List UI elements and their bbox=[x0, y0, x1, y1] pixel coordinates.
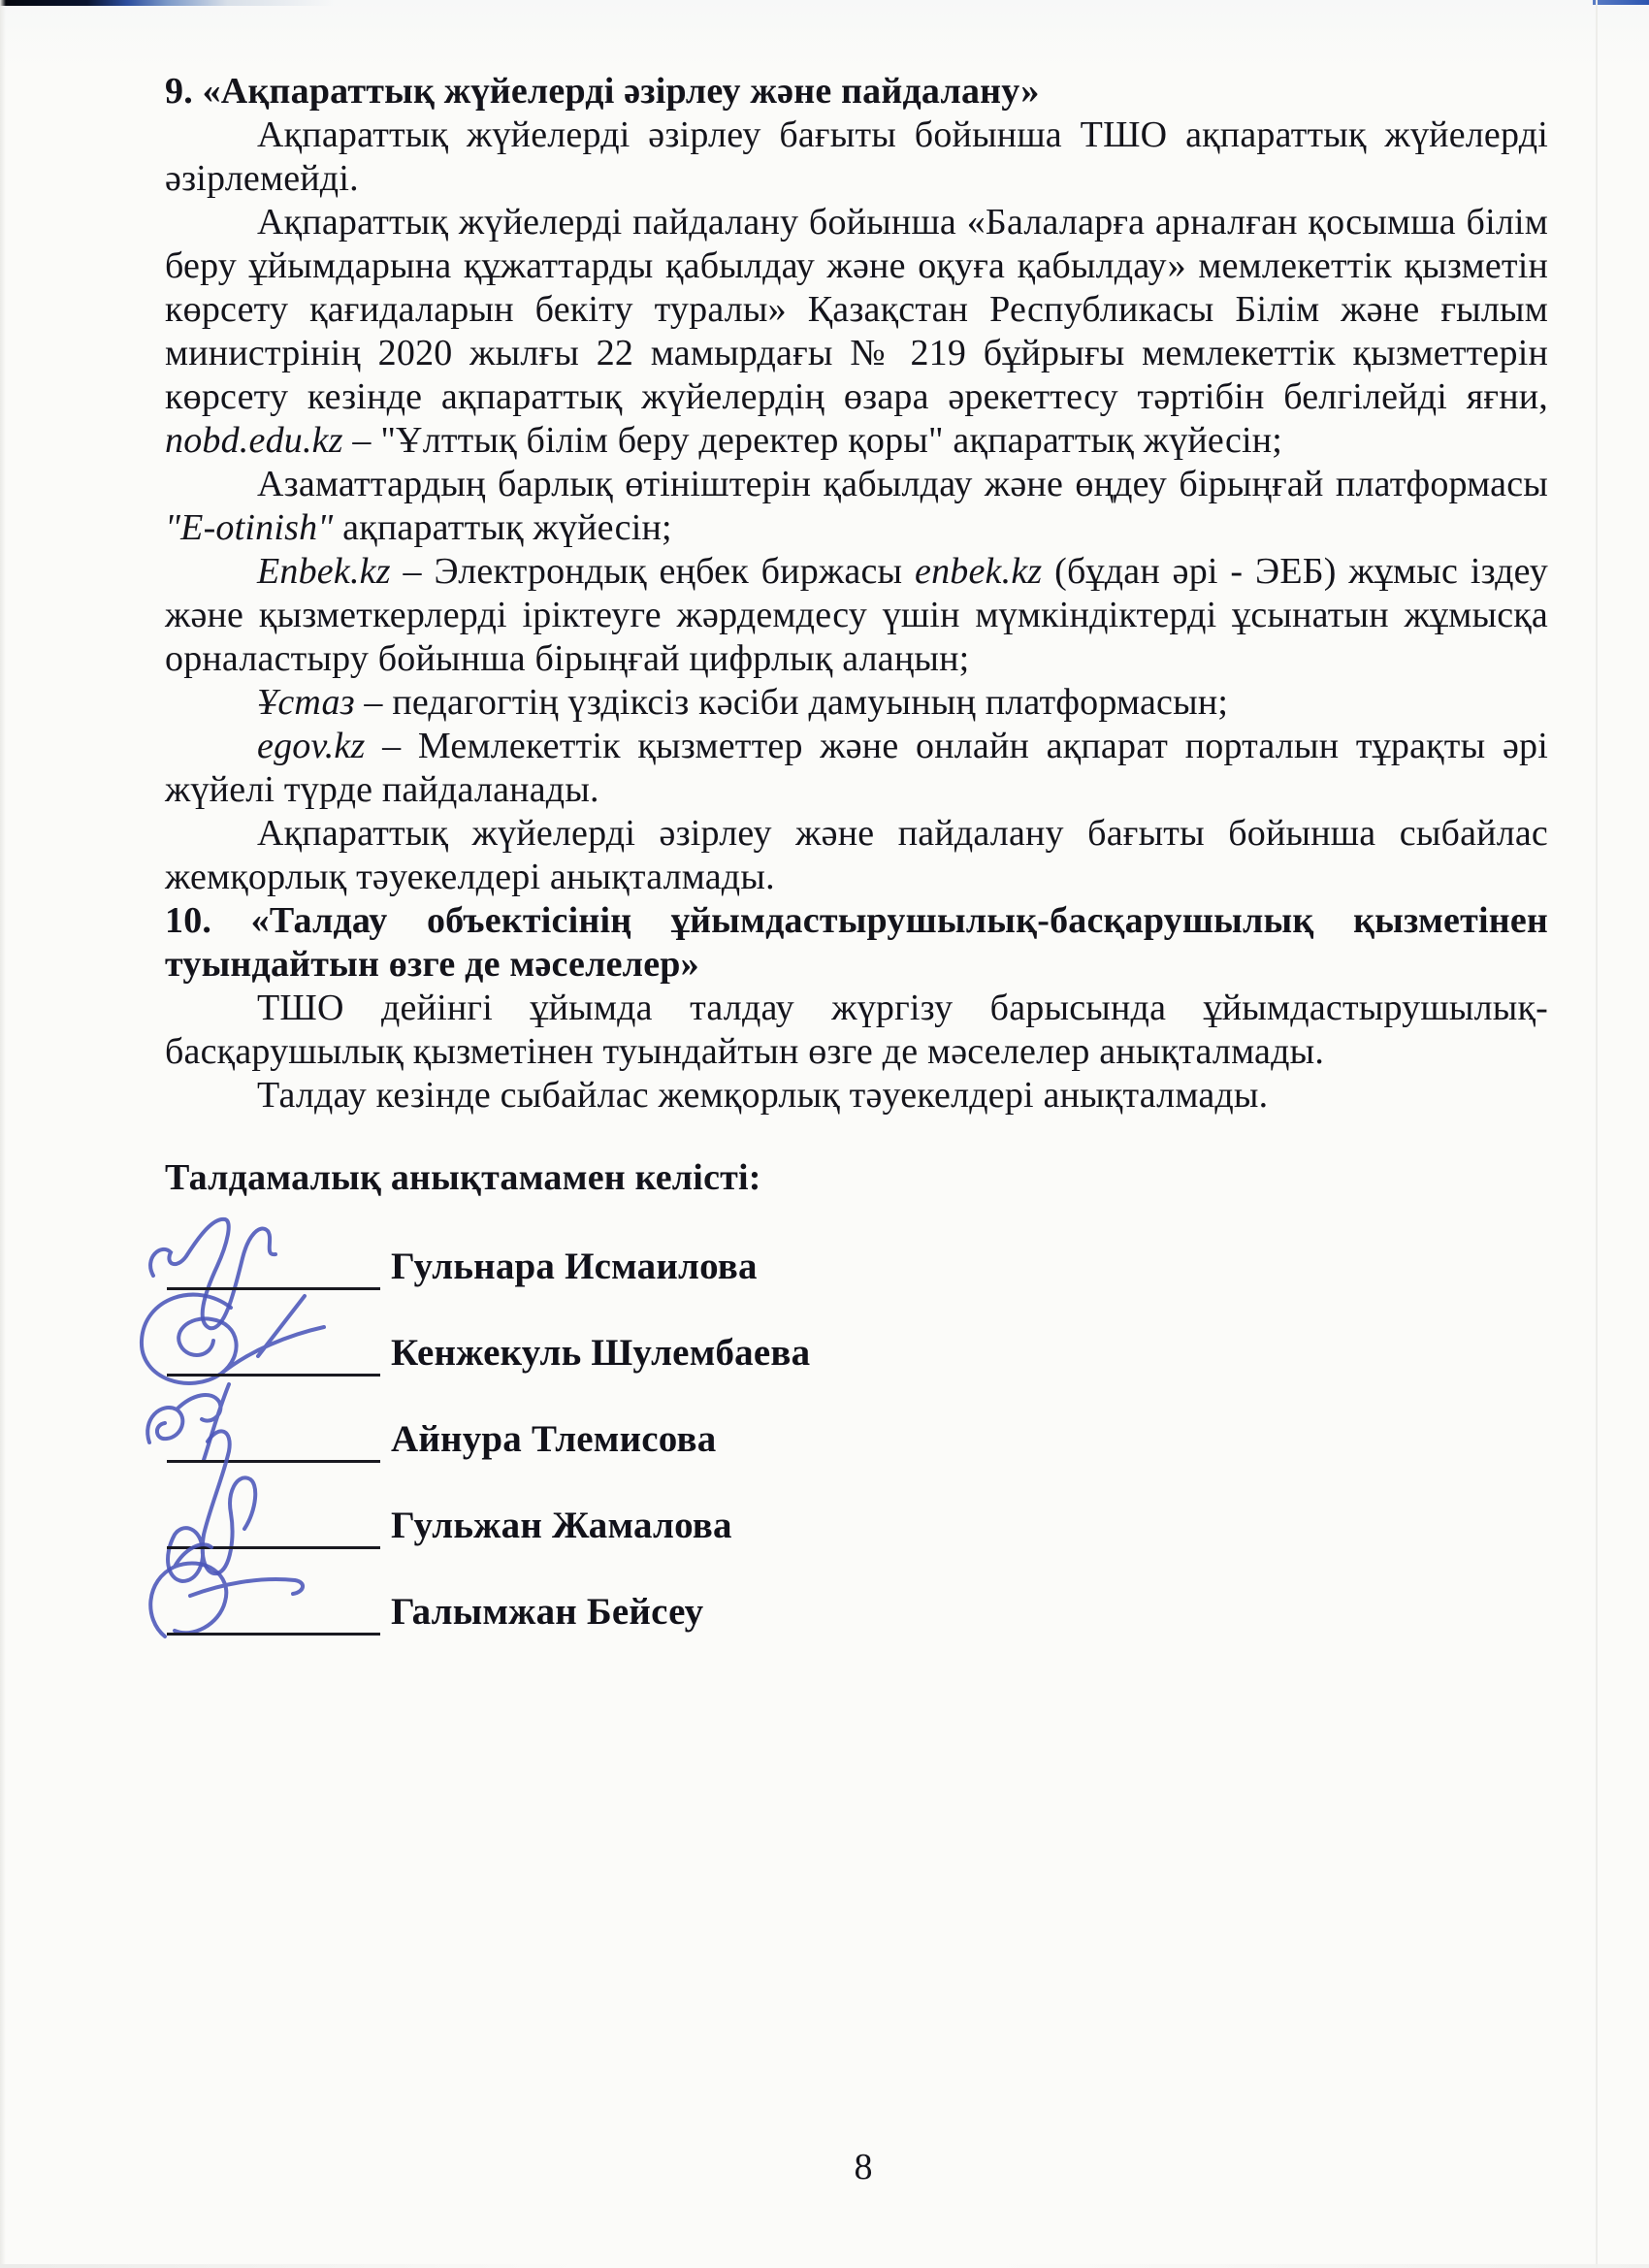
body-paragraph: Enbek.kz – Электрондық еңбек биржасы enbek.kz (бұдан әрі - ЭЕБ) жұмыс іздеу және қызметкерлерді іріктеуге жәрдемдесу үшін мүмкіндіктерді ұсынатын жұмысқа орналастыру бойынша бірыңғай цифрлық алаңын; bbox=[165, 551, 1548, 679]
signature-row bbox=[165, 1490, 1548, 1576]
signature-row bbox=[165, 1404, 1548, 1490]
signature-name: Гульнара Исмаилова bbox=[391, 1246, 758, 1287]
body-paragraph: Ақпараттық жүйелерді әзірлеу және пайдалану бағыты бойынша сыбайлас жемқорлық тәуекелдері анықталмады. bbox=[165, 813, 1548, 897]
body-paragraph: Ұстаз – педагогтің үздіксіз кәсіби дамуының платформасын; bbox=[257, 682, 1229, 723]
scan-edge-bottom bbox=[0, 2264, 1649, 2268]
section-heading: 9. «Ақпараттық жүйелерді әзірлеу және пайдалану» bbox=[165, 71, 1040, 112]
signature-row bbox=[165, 1317, 1548, 1404]
signature-name: Галымжан Бейсеу bbox=[391, 1591, 704, 1633]
body-paragraph: Ақпараттық жүйелерді пайдалану бойынша «Балаларға арналған қосымша білім беру ұйымдарына құжаттарды қабылдау және оқуға қабылдау» мемлекеттік қызметін көрсету қағидаларын бекіту туралы» Қазақстан Республикасы Білім және ғылым министрінің 2020 жылғы 22 мамырдағы № 219 бұйрығы мемлекеттік қызметтерін көрсету кезінде ақпараттық жүйелердің өзара әрекеттесу тәртібін белгілейді яғни, nobd.edu.kz – "Ұлттық білім беру деректер қоры" ақпараттық жүйесін; bbox=[165, 202, 1548, 461]
body-paragraph: Ақпараттық жүйелерді әзірлеу бағыты бойынша ТШО ақпараттық жүйелерді әзірлемейді. bbox=[165, 114, 1548, 199]
scan-edge-vertical-line bbox=[1596, 0, 1598, 2268]
signature-line bbox=[167, 1546, 380, 1549]
document-body bbox=[165, 70, 1548, 1118]
signature-line bbox=[167, 1633, 380, 1636]
agreement-heading: Талдамалық анықтамамен келісті: bbox=[165, 1157, 761, 1198]
scan-edge-left bbox=[0, 0, 6, 2268]
body-paragraph: Азаматтардың барлық өтініштерін қабылдау және өңдеу бірыңғай платформасы "E-otinish" ақпараттық жүйесін; bbox=[165, 464, 1548, 548]
signature-row bbox=[165, 1576, 1548, 1663]
document-text-block bbox=[165, 70, 1548, 1663]
signature-line bbox=[167, 1374, 380, 1377]
body-paragraph: egov.kz – Мемлекеттік қызметтер және онлайн ақпарат порталын тұрақты әрі жүйелі түрде пайдаланады. bbox=[165, 726, 1548, 810]
section-heading: 10. «Талдау объектісінің ұйымдастырушылық-басқарушылық қызметінен туындайтын өзге де мәселелер» bbox=[165, 900, 1548, 985]
signature-line bbox=[167, 1287, 380, 1290]
scan-edge-artifact-top-left bbox=[0, 0, 335, 6]
scan-edge-artifact-top-right bbox=[1593, 0, 1649, 5]
signature-name: Айнура Тлемисова bbox=[391, 1418, 717, 1460]
body-paragraph: ТШО дейінгі ұйымда талдау жүргізу барысында ұйымдастырушылық-басқарушылық қызметінен туындайтын өзге де мәселелер анықталмады. bbox=[165, 988, 1548, 1072]
page-number: 8 bbox=[854, 2147, 873, 2187]
body-paragraph: Талдау кезінде сыбайлас жемқорлық тәуекелдері анықталмады. bbox=[257, 1075, 1269, 1116]
signature-line bbox=[167, 1460, 380, 1463]
signature-row bbox=[165, 1231, 1548, 1317]
signature-name: Гульжан Жамалова bbox=[391, 1505, 732, 1546]
signature-name: Кенжекуль Шулембаева bbox=[391, 1332, 811, 1374]
signature-section bbox=[165, 1231, 1548, 1663]
